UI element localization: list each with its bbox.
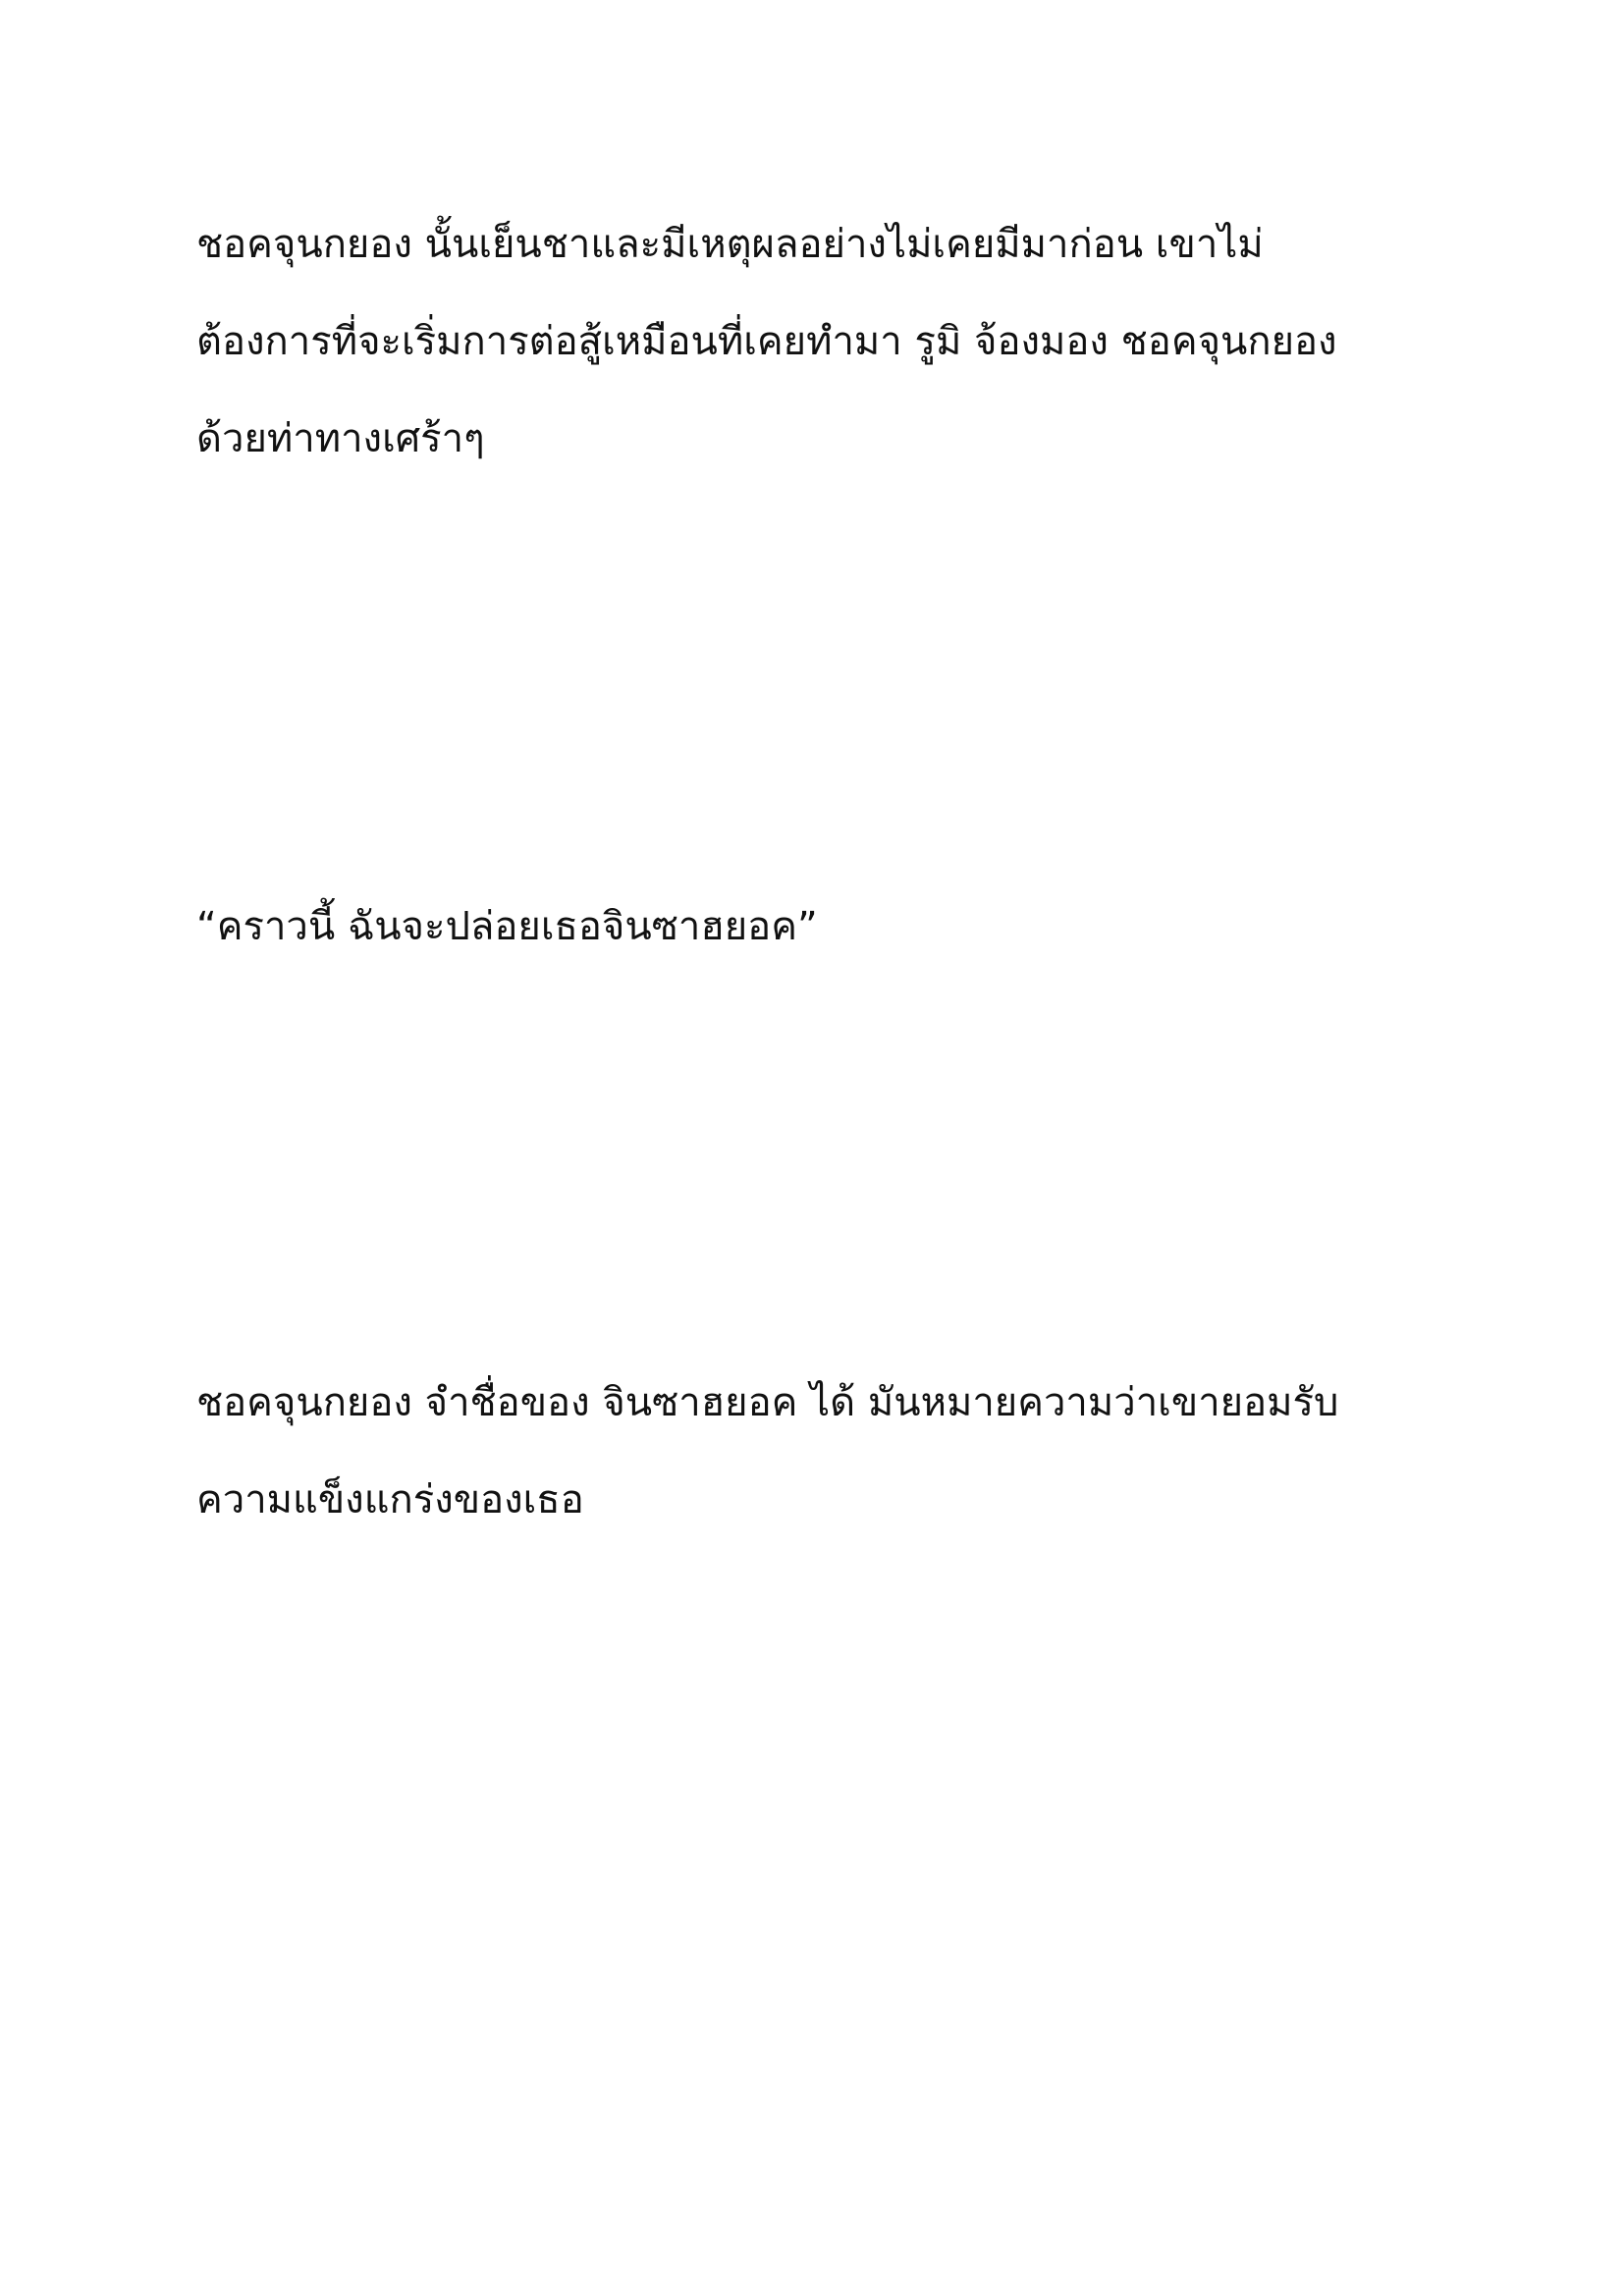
text-line: ชอคจุนกยอง นั้นเย็นชาและมีเหตุผลอย่างไม่เคยมีมาก่อน เขาไม่ bbox=[196, 222, 1264, 267]
text-line: “คราวนี้ ฉันจะปล่อยเธอจินซาฮยอค” bbox=[196, 904, 818, 949]
text-line: ความแข็งแกร่งของเธอ bbox=[196, 1477, 584, 1522]
text-line: ชอคจุนกยอง จำชื่อของ จินซาฮยอค ได้ มันหมายความว่าเขายอมรับ bbox=[196, 1380, 1339, 1425]
narrative-paragraph bbox=[196, 1355, 1434, 1549]
text-line: ต้องการที่จะเริ่มการต่อสู้เหมือนที่เคยทำมา รูมิ จ้องมอง ชอคจุนกยอง bbox=[196, 319, 1337, 364]
dialogue-paragraph bbox=[196, 879, 1434, 976]
narrative-paragraph bbox=[196, 196, 1434, 488]
text-line: ด้วยท่าทางเศร้าๆ bbox=[196, 416, 485, 461]
